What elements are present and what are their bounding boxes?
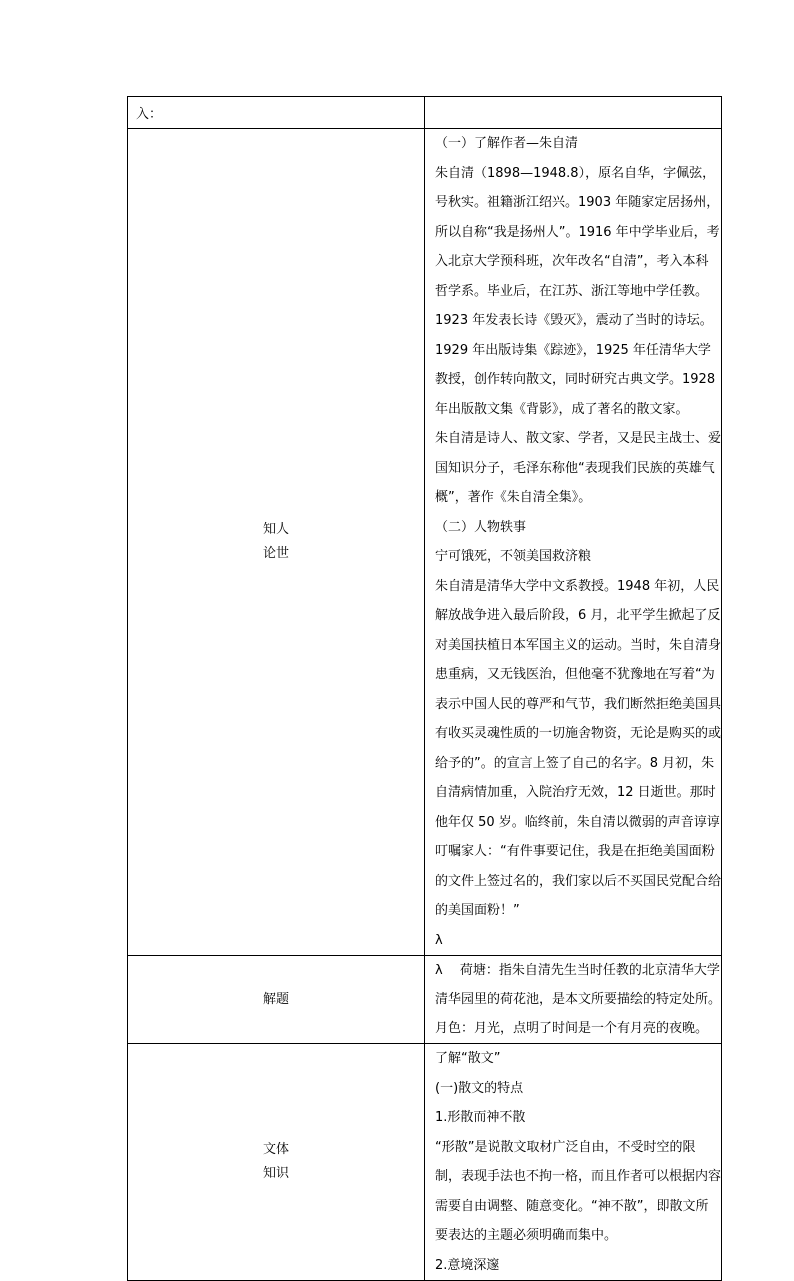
section-label-line1: 文体 — [262, 1142, 289, 1157]
table-row-wenti-zhishi — [128, 1044, 722, 1281]
table-row-intro-header — [128, 97, 722, 129]
anecdote-title: 宁可饿死，不领美国救济粮 — [435, 549, 592, 564]
jieti-content — [425, 956, 722, 1044]
subheading-author: （一）了解作者—朱自清 — [435, 136, 579, 151]
lesson-table — [127, 96, 722, 1281]
section-label-line2: 论世 — [262, 546, 289, 561]
header-label: 入： — [136, 107, 163, 122]
wenti-zhishi-label-cell — [128, 1044, 425, 1281]
zhiren-lunshi-content — [425, 129, 722, 956]
section-label-line1: 知人 — [262, 522, 289, 537]
author-biography: 朱自清（1898—1948.8），原名自华，字佩弦，号秋实。祖籍浙江绍兴。1903 年随家定居扬州，所以自称“我是扬州人”。1916 年中学毕业后，考入北京大学预科班，次年改名“自清”，考入本科哲学系。毕业后，在江苏、浙江等地中学任教。1923 年发表长诗《毁灭》，震动了当时的诗坛。1929 年出版诗集《踪迹》，1925 年任清华大学教授，创作转向散文，同时研究古典文学。1928 年出版散文集《背影》，成了著名的散文家。 — [435, 165, 720, 417]
subheading-anecdotes: （二）人物轶事 — [435, 519, 527, 535]
author-summary: 朱自清是诗人、散文家、学者，又是民主战士、爱国知识分子，毛泽东称他“表现我们民族的英雄气概”，著作《朱自清全集》。 — [435, 431, 722, 505]
feature-1-title: 1.形散而神不散 — [435, 1110, 526, 1125]
jieti-label-cell — [128, 956, 425, 1044]
feature-1-body: “形散”是说散文取材广泛自由，不受时空的限制，表现手法也不拘一格，而且作者可以根据内容需要自由调整、随意变化。“神不散”，即散文所要表达的主题必须明确而集中。 — [435, 1139, 722, 1243]
sanwen-features-heading: (一)散文的特点 — [435, 1080, 524, 1096]
sanwen-heading: 了解“散文” — [435, 1051, 501, 1066]
header-label-cell — [128, 97, 425, 129]
yuese-explanation: 月色：月光，点明了时间是一个有月亮的夜晚。 — [435, 1021, 709, 1036]
header-content-cell — [425, 97, 722, 129]
anecdote-body: 朱自清是清华大学中文系教授。1948 年初，人民解放战争进入最后阶段，6 月，北平学生掀起了反对美国扶植日本军国主义的运动。当时，朱自清身患重病，又无钱医治，但他毫不犹豫地在写着“为表示中国人民的尊严和气节，我们断然拒绝美国具有收买灵魂性质的一切施舍物资，无论是购买的或给予的”。的宣言上签了自己的名字。8 月初，朱自清病情加重，入院治疗无效，12 日逝世。那时他年仅 50 岁。临终前，朱自清以微弱的声音谆谆叮嘱家人：“有件事要记住，我是在拒绝美国面粉的文件上签过名的，我们家以后不买国民党配合给的美国面粉！” — [435, 578, 722, 918]
lambda-marker: λ — [435, 932, 443, 948]
table-row-zhiren-lunshi — [128, 129, 722, 956]
feature-2-title: 2.意境深邃 — [435, 1257, 500, 1273]
table-row-jieti — [128, 956, 722, 1044]
section-label-line2: 知识 — [262, 1166, 289, 1181]
hetang-explanation: λ 荷塘：指朱自清先生当时任教的北京清华大学清华园里的荷花池，是本文所要描绘的特定处所。 — [435, 963, 722, 1007]
section-label: 解题 — [262, 991, 289, 1007]
wenti-zhishi-content — [425, 1044, 722, 1281]
zhiren-lunshi-label-cell — [128, 129, 425, 956]
